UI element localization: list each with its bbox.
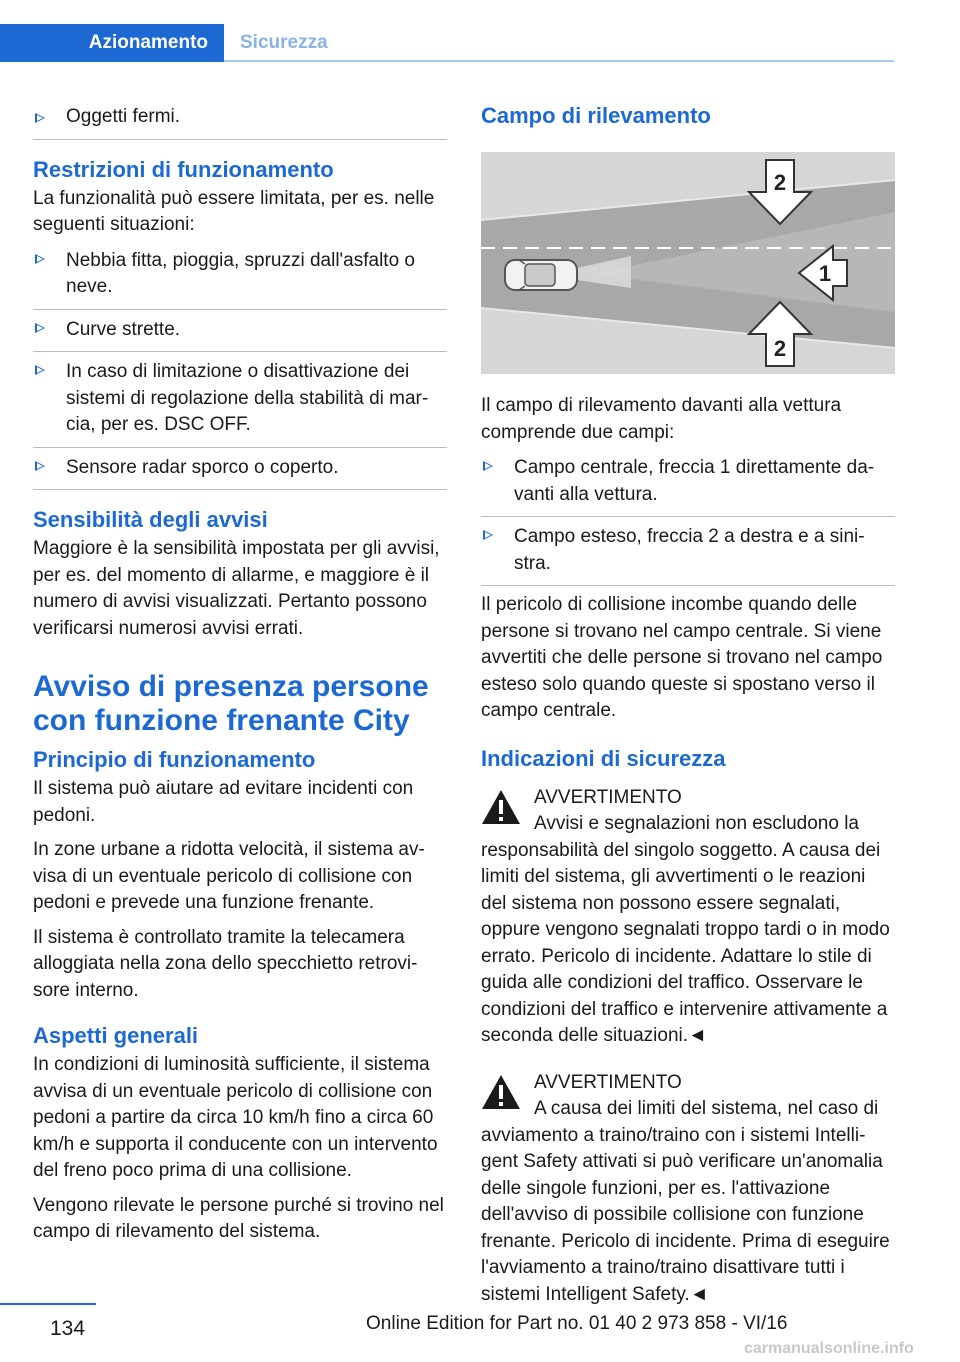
header bbox=[0, 0, 960, 62]
principio-p2: In zone urbane a ridotta velocità, il sistema avvisa di un eventuale pericolo di collisione con pedoni e prevede una funzione frenante. bbox=[33, 839, 425, 913]
list-top bbox=[33, 100, 447, 140]
header-rule bbox=[224, 60, 894, 62]
list-item: Campo esteso, freccia 2 a destra e a sinistra. bbox=[481, 517, 895, 586]
svg-text:2: 2 bbox=[773, 170, 787, 195]
restrizioni-intro: La funzionalità può essere limitata, per es. nelle seguenti situazioni: bbox=[33, 187, 435, 235]
heading-sensibilita: Sensibilità degli avvisi bbox=[33, 507, 268, 532]
detection-field-figure bbox=[481, 152, 895, 374]
page-number: 134 bbox=[50, 1317, 86, 1340]
warning-title: AVVERTIMENTO bbox=[534, 1071, 682, 1093]
list-campo bbox=[481, 448, 895, 586]
bullet-triangle-icon bbox=[35, 461, 45, 471]
svg-text:2: 2 bbox=[773, 336, 787, 361]
right-column bbox=[481, 100, 895, 1308]
bullet-triangle-icon bbox=[35, 113, 45, 123]
heading-sicurezza: Indicazioni di sicurezza bbox=[481, 745, 726, 771]
left-column bbox=[33, 100, 447, 1254]
warning-triangle-icon bbox=[481, 1074, 521, 1110]
warning-block-1 bbox=[481, 785, 895, 1050]
list-item: In caso di limitazione o disattivazione dei sistemi di regolazione della stabilità di marcia, per es. DSC OFF. bbox=[33, 352, 447, 448]
list-item: Oggetti fermi. bbox=[33, 100, 447, 140]
list-restrizioni bbox=[33, 241, 447, 491]
heading-principio: Principio di funzionamento bbox=[33, 747, 316, 772]
heading-restrizioni: Restrizioni di funzionamento bbox=[33, 156, 334, 182]
tab-sicurezza[interactable]: Sicurezza bbox=[240, 32, 328, 53]
warning-text: A causa dei limiti del sistema, nel caso di avviamento a traino/traino con i sistemi Intelligent Safety attivati si può verificare un'anomalia delle singole funzioni, per es. l'attivazione dell'avviso di possibile collisione con funzione frenante. Pericolo di incidente. Prima di eseguire l'avviamento a traino/traino disattivare tutti i sistemi Intelligent Safety.◄ bbox=[481, 1098, 890, 1305]
aspetti-p2: Vengono rilevate le persone purché si trovino nel campo di rilevamento del sistema. bbox=[33, 1194, 444, 1242]
sensibilita-text: Maggiore è la sensibilità impostata per gli avvisi, per es. del momento di allarme, e maggiore è il numero di avvisi visualizzati. Pertanto possono verificarsi numerosi avvisi errati. bbox=[33, 538, 440, 639]
heading-aspetti: Aspetti generali bbox=[33, 1023, 199, 1048]
campo-intro: Il campo di rilevamento davanti alla vettura comprende due campi: bbox=[481, 395, 842, 443]
bullet-triangle-icon bbox=[35, 323, 45, 333]
warning-text: Avvisi e segnalazioni non escludono la responsabilità del singolo soggetto. A causa dei limiti del sistema, gli avvertimenti o le reazioni del sistema non possono essere segnalati, oppure vengono segnalati troppo tardi o in modo errato. Pericolo di incidente. Adattare lo stile di guida alle condizioni del traffico. Osservare le condizioni del traffico e intervenire attivamente a seconda delle situazioni.◄ bbox=[481, 813, 890, 1046]
bullet-triangle-icon bbox=[35, 254, 45, 264]
bullet-triangle-icon bbox=[483, 530, 493, 540]
section-title: Avviso di presenza persone con funzione frenante City bbox=[33, 670, 429, 737]
campo-text: Il pericolo di collisione incombe quando delle persone si trovano nel campo centrale. Si viene avvertiti che delle persone si trovano nel campo esteso solo quando queste si spostano verso il campo centrale. bbox=[481, 594, 883, 721]
principio-p1: Il sistema può aiutare ad evitare incidenti con pedoni. bbox=[33, 778, 414, 826]
car-icon bbox=[505, 260, 577, 290]
list-item: Sensore radar sporco o coperto. bbox=[33, 448, 447, 491]
warning-triangle-icon bbox=[481, 789, 521, 825]
footer-rule bbox=[0, 1303, 96, 1305]
bullet-triangle-icon bbox=[35, 365, 45, 375]
svg-text:1: 1 bbox=[818, 261, 832, 286]
aspetti-p1: In condizioni di luminosità sufficiente, il sistema avvisa di un eventuale pericolo di collisione con pedoni a partire da circa 10 km/h fino a circa 60 km/h e supporta il conducente con un intervento del freno poco prima di una collisione. bbox=[33, 1054, 438, 1181]
tab-azionamento[interactable]: Azionamento bbox=[0, 24, 224, 62]
list-item: Campo centrale, freccia 1 direttamente davanti alla vettura. bbox=[481, 448, 895, 517]
warning-title: AVVERTIMENTO bbox=[534, 786, 682, 808]
heading-campo: Campo di rilevamento bbox=[481, 103, 711, 128]
warning-block-2 bbox=[481, 1070, 895, 1309]
edition-note: Online Edition for Part no. 01 40 2 973 858 - VI/16 bbox=[366, 1313, 788, 1334]
principio-p3: Il sistema è controllato tramite la telecamera alloggiata nella zona dello specchietto retrovisore interno. bbox=[33, 926, 418, 1001]
bullet-triangle-icon bbox=[483, 461, 493, 471]
list-item: Curve strette. bbox=[33, 310, 447, 353]
watermark: carmanualsonline.info bbox=[744, 1340, 914, 1357]
list-item: Nebbia fitta, pioggia, spruzzi dall'asfalto o neve. bbox=[33, 241, 447, 310]
